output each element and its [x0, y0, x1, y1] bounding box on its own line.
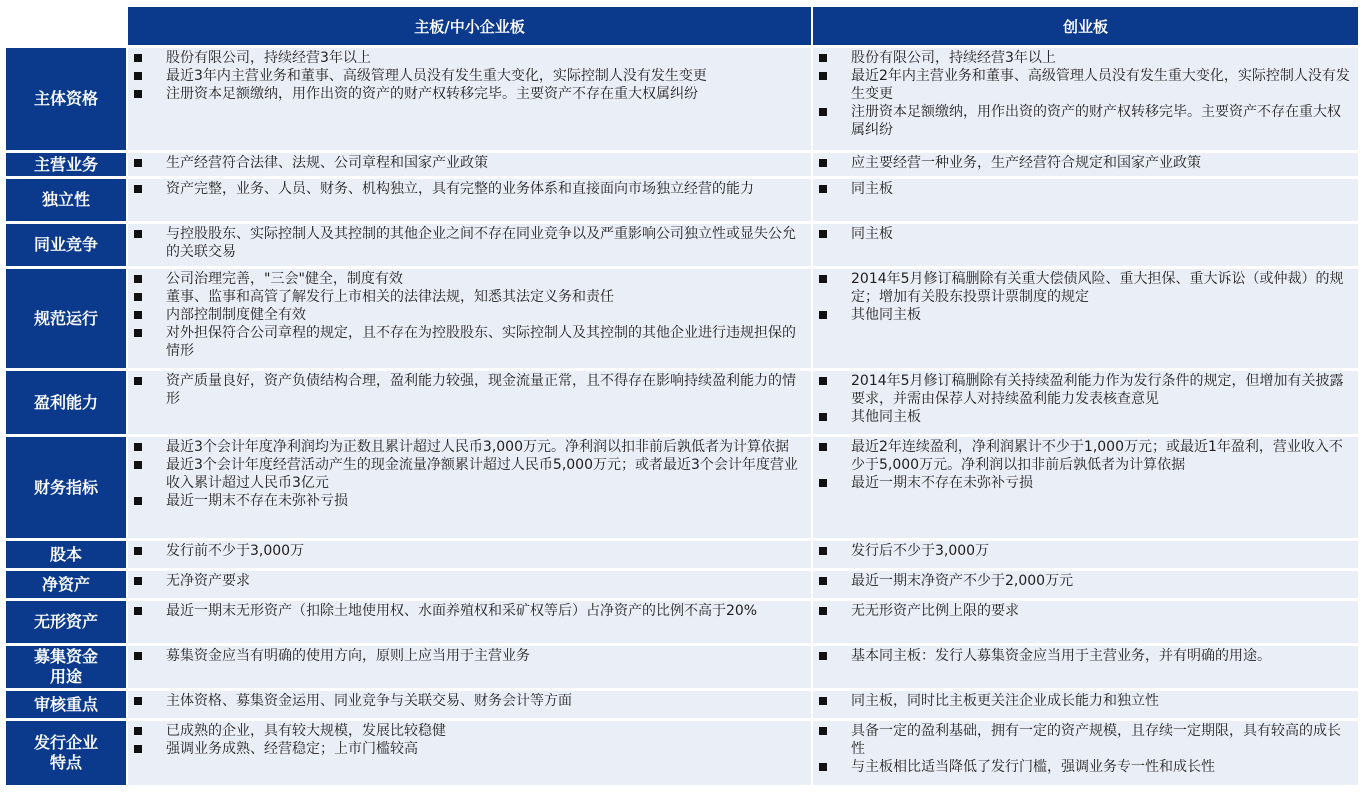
gem-board-cell [813, 371, 1358, 434]
bullet-item: 最近一期末无形资产（扣除土地使用权、水面养殖权和采矿权等后）占净资产的比例不高于20% [134, 602, 805, 620]
bullet-list [819, 602, 1352, 620]
gem-board-cell [813, 437, 1358, 538]
table-row [6, 691, 1358, 718]
bullet-item: 最近2年内主营业务和董事、高级管理人员没有发生重大变化，实际控制人没有发生变更 [819, 67, 1352, 103]
bullet-item: 对外担保符合公司章程的规定，且不存在为控股股东、实际控制人及其控制的其他企业进行违规担保的情形 [134, 324, 805, 360]
table-row [6, 179, 1358, 221]
main-board-cell [128, 153, 811, 176]
table-row [6, 153, 1358, 176]
bullet-item: 内部控制制度健全有效 [134, 306, 805, 324]
table-row [6, 721, 1358, 785]
main-board-cell [128, 721, 811, 785]
row-label: 主营业务 [6, 153, 126, 176]
bullet-list [819, 722, 1352, 776]
gem-board-cell [813, 646, 1358, 688]
bullet-item: 具备一定的盈利基础，拥有一定的资产规模，且存续一定期限，具有较高的成长性 [819, 722, 1352, 758]
bullet-list [134, 372, 805, 408]
bullet-list [819, 49, 1352, 139]
main-board-cell [128, 437, 811, 538]
bullet-item: 生产经营符合法律、法规、公司章程和国家产业政策 [134, 154, 805, 172]
bullet-item: 同主板 [819, 225, 1352, 243]
bullet-item: 无净资产要求 [134, 572, 805, 590]
bullet-list [134, 49, 805, 103]
gem-board-cell [813, 179, 1358, 221]
bullet-item: 最近一期末不存在未弥补亏损 [819, 474, 1352, 492]
bullet-list [134, 438, 805, 510]
header-main-board: 主板/中小企业板 [128, 7, 811, 45]
bullet-list [134, 647, 805, 665]
main-board-cell [128, 646, 811, 688]
bullet-item: 2014年5月修订稿删除有关持续盈利能力作为发行条件的规定，但增加有关披露要求，并需由保荐人对持续盈利能力发表核查意见 [819, 372, 1352, 408]
bullet-item: 2014年5月修订稿删除有关重大偿债风险、重大担保、重大诉讼（或仲裁）的规定；增加有关股东投票计票制度的规定 [819, 270, 1352, 306]
gem-board-cell [813, 601, 1358, 643]
bullet-item: 资产质量良好，资产负债结构合理，盈利能力较强，现金流量正常，且不得存在影响持续盈利能力的情形 [134, 372, 805, 408]
table-row [6, 269, 1358, 368]
table-row [6, 541, 1358, 568]
bullet-item: 最近3个会计年度净利润均为正数且累计超过人民币3,000万元。净利润以扣非前后孰低者为计算依据 [134, 438, 805, 456]
row-label: 募集资金用途 [6, 646, 126, 688]
main-board-cell [128, 371, 811, 434]
bullet-item: 基本同主板：发行人募集资金应当用于主营业务，并有明确的用途。 [819, 647, 1352, 665]
header-row [6, 7, 1358, 45]
bullet-list [134, 722, 805, 758]
row-label: 财务指标 [6, 437, 126, 538]
bullet-item: 主体资格、募集资金运用、同业竞争与关联交易、财务会计等方面 [134, 692, 805, 710]
row-label: 净资产 [6, 571, 126, 598]
bullet-list [819, 647, 1352, 665]
bullet-list [134, 180, 805, 198]
row-label: 审核重点 [6, 691, 126, 718]
table-row [6, 646, 1358, 688]
bullet-list [819, 692, 1352, 710]
row-label: 无形资产 [6, 601, 126, 643]
gem-board-cell [813, 48, 1358, 150]
bullet-list [819, 180, 1352, 198]
table-row [6, 371, 1358, 434]
bullet-list [134, 225, 805, 261]
bullet-item: 注册资本足额缴纳，用作出资的资产的财产权转移完毕。主要资产不存在重大权属纠纷 [819, 103, 1352, 139]
main-board-cell [128, 601, 811, 643]
bullet-list [134, 154, 805, 172]
bullet-list [819, 270, 1352, 324]
bullet-item: 无无形资产比例上限的要求 [819, 602, 1352, 620]
bullet-item: 股份有限公司，持续经营3年以上 [134, 49, 805, 67]
row-label: 规范运行 [6, 269, 126, 368]
gem-board-cell [813, 721, 1358, 785]
row-label: 主体资格 [6, 48, 126, 150]
bullet-list [134, 602, 805, 620]
bullet-list [819, 572, 1352, 590]
bullet-item: 股份有限公司，持续经营3年以上 [819, 49, 1352, 67]
table-row [6, 224, 1358, 266]
main-board-cell [128, 48, 811, 150]
gem-board-cell [813, 269, 1358, 368]
main-board-cell [128, 269, 811, 368]
row-label: 发行企业特点 [6, 721, 126, 785]
bullet-list [134, 572, 805, 590]
bullet-item: 其他同主板 [819, 408, 1352, 426]
main-board-cell [128, 179, 811, 221]
bullet-item: 最近3年内主营业务和董事、高级管理人员没有发生重大变化，实际控制人没有发生变更 [134, 67, 805, 85]
bullet-item: 同主板 [819, 180, 1352, 198]
table-row [6, 601, 1358, 643]
gem-board-cell [813, 571, 1358, 598]
bullet-item: 公司治理完善，"三会"健全，制度有效 [134, 270, 805, 288]
bullet-item: 最近一期末不存在未弥补亏损 [134, 492, 805, 510]
bullet-list [819, 372, 1352, 426]
main-board-cell [128, 691, 811, 718]
bullet-list [819, 542, 1352, 560]
bullet-item: 其他同主板 [819, 306, 1352, 324]
gem-board-cell [813, 153, 1358, 176]
bullet-item: 与主板相比适当降低了发行门槛，强调业务专一性和成长性 [819, 758, 1352, 776]
bullet-item: 资产完整，业务、人员、财务、机构独立，具有完整的业务体系和直接面向市场独立经营的能力 [134, 180, 805, 198]
bullet-item: 最近3个会计年度经营活动产生的现金流量净额累计超过人民币5,000万元；或者最近3个会计年度营业收入累计超过人民币3亿元 [134, 456, 805, 492]
bullet-item: 强调业务成熟、经营稳定；上市门槛较高 [134, 740, 805, 758]
main-board-cell [128, 571, 811, 598]
bullet-list [134, 542, 805, 560]
bullet-item: 发行前不少于3,000万 [134, 542, 805, 560]
bullet-item: 募集资金应当有明确的使用方向，原则上应当用于主营业务 [134, 647, 805, 665]
row-label: 股本 [6, 541, 126, 568]
bullet-list [819, 438, 1352, 492]
bullet-item: 最近一期末净资产不少于2,000万元 [819, 572, 1352, 590]
table-row [6, 571, 1358, 598]
bullet-item: 董事、监事和高管了解发行上市相关的法律法规，知悉其法定义务和责任 [134, 288, 805, 306]
header-corner [6, 7, 126, 45]
row-label: 独立性 [6, 179, 126, 221]
bullet-list [819, 154, 1352, 172]
bullet-list [134, 692, 805, 710]
bullet-item: 与控股股东、实际控制人及其控制的其他企业之间不存在同业竞争以及严重影响公司独立性或显失公允的关联交易 [134, 225, 805, 261]
bullet-item: 应主要经营一种业务，生产经营符合规定和国家产业政策 [819, 154, 1352, 172]
row-label: 同业竞争 [6, 224, 126, 266]
bullet-item: 已成熟的企业，具有较大规模，发展比较稳健 [134, 722, 805, 740]
bullet-list [819, 225, 1352, 243]
bullet-item: 最近2年连续盈利，净利润累计不少于1,000万元；或最近1年盈利，营业收入不少于5,000万元。净利润以扣非前后孰低者为计算依据 [819, 438, 1352, 474]
bullet-item: 发行后不少于3,000万 [819, 542, 1352, 560]
gem-board-cell [813, 224, 1358, 266]
comparison-table [4, 4, 1360, 788]
gem-board-cell [813, 541, 1358, 568]
bullet-list [134, 270, 805, 360]
gem-board-cell [813, 691, 1358, 718]
main-board-cell [128, 541, 811, 568]
main-board-cell [128, 224, 811, 266]
table-row [6, 48, 1358, 150]
bullet-item: 同主板，同时比主板更关注企业成长能力和独立性 [819, 692, 1352, 710]
table-row [6, 437, 1358, 538]
bullet-item: 注册资本足额缴纳，用作出资的资产的财产权转移完毕。主要资产不存在重大权属纠纷 [134, 85, 805, 103]
row-label: 盈利能力 [6, 371, 126, 434]
table-body [6, 48, 1358, 785]
header-gem-board: 创业板 [813, 7, 1358, 45]
